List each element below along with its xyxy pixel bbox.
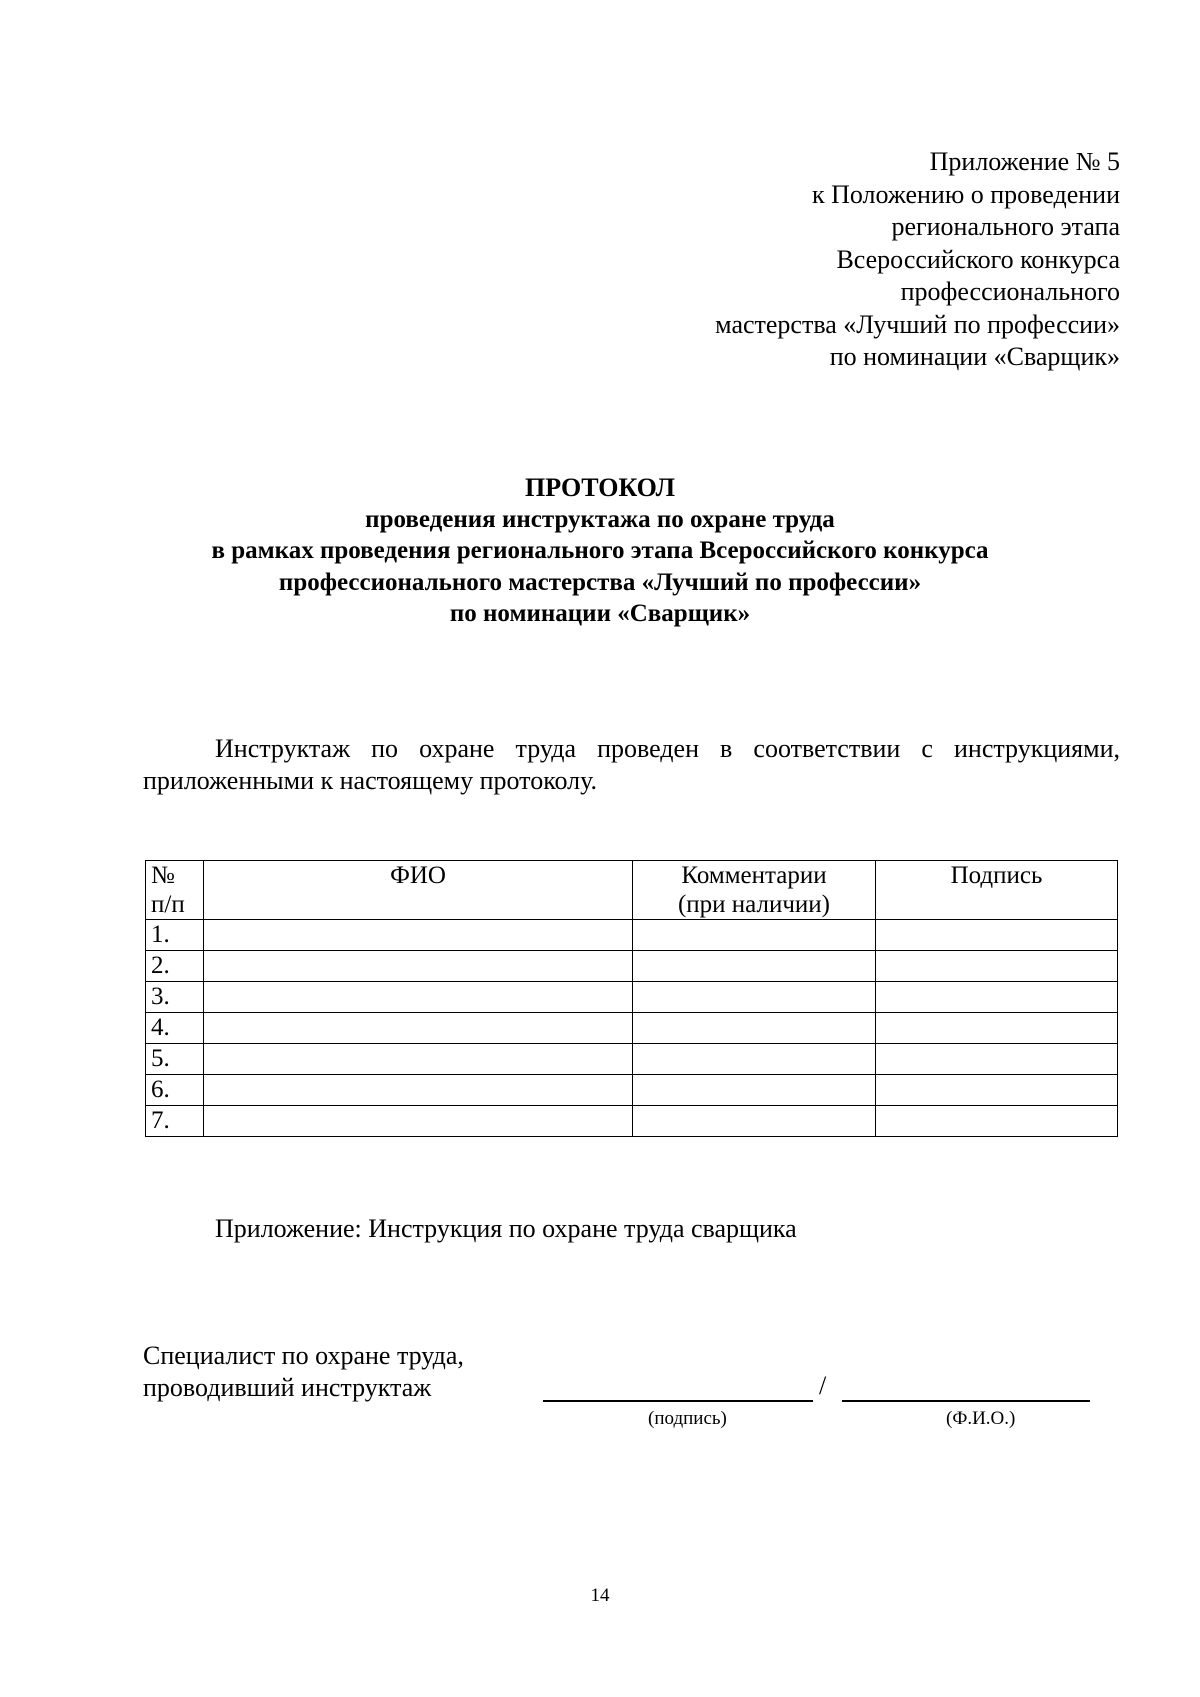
header-number-line1: №: [151, 862, 175, 889]
appendix-line: Всероссийского конкурса: [836, 244, 1120, 274]
appendix-header: [560, 146, 1120, 374]
row-comments-cell[interactable]: [633, 1106, 876, 1137]
row-fio-cell[interactable]: [204, 982, 633, 1013]
title-main: ПРОТОКОЛ: [525, 473, 675, 502]
appendix-line: по номинации «Сварщик»: [829, 342, 1120, 371]
row-fio-cell[interactable]: [204, 1013, 633, 1044]
intro-paragraph: Инструктаж по охране труда проведен в соответствии с инструкциями, приложенными к настоящему протоколу.: [143, 734, 1120, 795]
appendix-line: Приложение № 5: [929, 147, 1120, 176]
title-line: проведения инструктажа по охране труда: [365, 505, 835, 533]
row-number: 6.: [146, 1075, 204, 1106]
appendix-line: мастерства «Лучший по профессии»: [715, 309, 1120, 339]
header-fio: ФИО: [204, 861, 633, 920]
signature-line[interactable]: [543, 1400, 813, 1402]
row-number: 2.: [146, 951, 204, 982]
table-row: [146, 982, 1118, 1013]
header-signature: Подпись: [876, 861, 1118, 920]
row-signature-cell[interactable]: [876, 920, 1118, 951]
participants-table: [145, 860, 1118, 1137]
signer-line2: проводивший инструктаж: [143, 1373, 432, 1402]
row-signature-cell[interactable]: [876, 1075, 1118, 1106]
table-row: [146, 1013, 1118, 1044]
table-row: [146, 951, 1118, 982]
header-comments: [633, 861, 876, 920]
table-row: [146, 1044, 1118, 1075]
row-comments-cell[interactable]: [633, 982, 876, 1013]
appendix-line: профессионального: [900, 277, 1120, 306]
row-number: 4.: [146, 1013, 204, 1044]
header-comments-line1: Комментарии: [681, 862, 827, 889]
signer-label: [143, 1340, 464, 1404]
row-number: 1.: [146, 920, 204, 951]
title-line: профессионального мастерства «Лучший по профессии»: [278, 568, 922, 596]
row-fio-cell[interactable]: [204, 1044, 633, 1075]
row-comments-cell[interactable]: [633, 1044, 876, 1075]
row-comments-cell[interactable]: [633, 1013, 876, 1044]
page-number: 14: [590, 1585, 610, 1606]
name-line[interactable]: [842, 1400, 1090, 1402]
row-comments-cell[interactable]: [633, 920, 876, 951]
row-signature-cell[interactable]: [876, 1013, 1118, 1044]
signature-separator: /: [819, 1371, 827, 1400]
header-number-line2: п/п: [151, 891, 185, 918]
appendix-line: к Положению о проведении: [811, 179, 1120, 209]
row-number: 7.: [146, 1106, 204, 1137]
title-line: по номинации «Сварщик»: [449, 600, 751, 627]
attachment-note: Приложение: Инструкция по охране труда сварщика: [215, 1214, 797, 1243]
name-caption: (Ф.И.О.): [946, 1408, 1016, 1429]
signature-caption: (подпись): [648, 1408, 727, 1429]
row-fio-cell[interactable]: [204, 951, 633, 982]
row-fio-cell[interactable]: [204, 920, 633, 951]
table-row: [146, 1075, 1118, 1106]
table-row: [146, 920, 1118, 951]
table-header-row: [146, 861, 1118, 920]
title-line: в рамках проведения регионального этапа Всероссийского конкурса: [211, 537, 989, 564]
row-fio-cell[interactable]: [204, 1075, 633, 1106]
table-row: [146, 1106, 1118, 1137]
row-signature-cell[interactable]: [876, 951, 1118, 982]
header-comments-line2: (при наличии): [677, 891, 831, 918]
appendix-line: регионального этапа: [891, 212, 1120, 241]
row-comments-cell[interactable]: [633, 1075, 876, 1106]
row-fio-cell[interactable]: [204, 1106, 633, 1137]
row-number: 5.: [146, 1044, 204, 1075]
row-number: 3.: [146, 982, 204, 1013]
row-signature-cell[interactable]: [876, 1106, 1118, 1137]
row-signature-cell[interactable]: [876, 1044, 1118, 1075]
header-number: [146, 861, 204, 920]
row-signature-cell[interactable]: [876, 982, 1118, 1013]
document-title: [0, 472, 1200, 630]
row-comments-cell[interactable]: [633, 951, 876, 982]
signer-line1: Специалист по охране труда,: [143, 1341, 464, 1370]
